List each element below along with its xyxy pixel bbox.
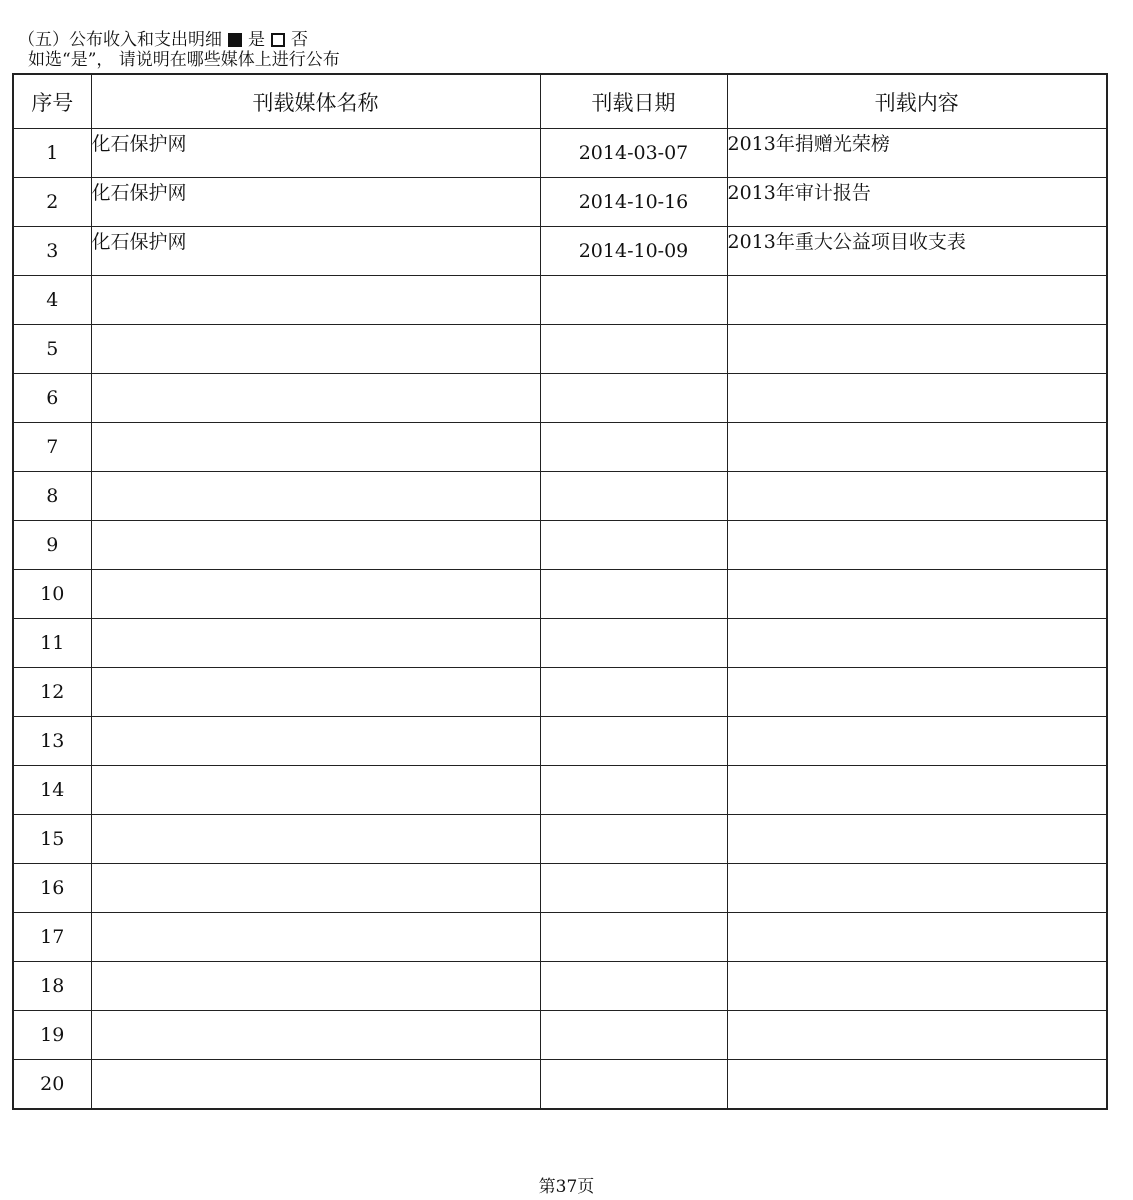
row-number-cell: 4 xyxy=(13,276,91,325)
publish-content-cell xyxy=(727,913,1107,962)
table-row xyxy=(13,864,1107,913)
publish-content-cell xyxy=(727,766,1107,815)
table-row xyxy=(13,178,1107,227)
publish-date-cell xyxy=(540,815,727,864)
publish-date-cell xyxy=(540,864,727,913)
media-name-cell xyxy=(91,325,540,374)
publish-date-cell xyxy=(540,423,727,472)
media-name-cell: 化石保护网 xyxy=(91,227,540,276)
media-name-cell xyxy=(91,276,540,325)
publish-content-cell: 2013年捐赠光荣榜 xyxy=(727,129,1107,178)
publish-content-cell xyxy=(727,962,1107,1011)
publish-date-cell xyxy=(540,717,727,766)
publish-content-cell xyxy=(727,276,1107,325)
media-name-cell xyxy=(91,962,540,1011)
table-row xyxy=(13,668,1107,717)
media-name-cell xyxy=(91,913,540,962)
table-header-row xyxy=(13,74,1107,129)
media-name-cell: 化石保护网 xyxy=(91,178,540,227)
row-number-cell: 12 xyxy=(13,668,91,717)
row-number-cell: 5 xyxy=(13,325,91,374)
table-row xyxy=(13,129,1107,178)
publish-content-cell xyxy=(727,864,1107,913)
row-number-cell: 9 xyxy=(13,521,91,570)
row-number-cell: 7 xyxy=(13,423,91,472)
row-number-cell: 15 xyxy=(13,815,91,864)
table-row xyxy=(13,766,1107,815)
table-row xyxy=(13,717,1107,766)
publish-content-cell xyxy=(727,423,1107,472)
publish-date-cell xyxy=(540,374,727,423)
row-number-cell: 13 xyxy=(13,717,91,766)
media-name-cell xyxy=(91,668,540,717)
media-name-cell xyxy=(91,619,540,668)
row-number-cell: 8 xyxy=(13,472,91,521)
media-name-cell xyxy=(91,423,540,472)
page-number: 第37页 xyxy=(538,1177,595,1197)
section-title: （五）公布收入和支出明细 xyxy=(18,30,222,50)
publish-content-cell xyxy=(727,815,1107,864)
row-number-cell: 6 xyxy=(13,374,91,423)
publish-date-cell: 2014-10-16 xyxy=(540,178,727,227)
row-number-cell: 18 xyxy=(13,962,91,1011)
no-label: 否 xyxy=(291,30,308,50)
table-row xyxy=(13,374,1107,423)
row-number-cell: 2 xyxy=(13,178,91,227)
table-row xyxy=(13,276,1107,325)
publish-date-cell xyxy=(540,913,727,962)
publish-date-cell xyxy=(540,1060,727,1110)
column-header-content: 刊载内容 xyxy=(727,74,1107,129)
row-number-cell: 19 xyxy=(13,1011,91,1060)
table-row xyxy=(13,423,1107,472)
row-number-cell: 10 xyxy=(13,570,91,619)
publish-content-cell xyxy=(727,521,1107,570)
media-name-cell: 化石保护网 xyxy=(91,129,540,178)
row-number-cell: 14 xyxy=(13,766,91,815)
publish-content-cell xyxy=(727,1011,1107,1060)
publish-content-cell xyxy=(727,325,1107,374)
publish-content-cell xyxy=(727,1060,1107,1110)
media-name-cell xyxy=(91,570,540,619)
media-name-cell xyxy=(91,472,540,521)
row-number-cell: 3 xyxy=(13,227,91,276)
media-name-cell xyxy=(91,717,540,766)
table-row xyxy=(13,570,1107,619)
no-checkbox-unchecked[interactable] xyxy=(271,33,285,47)
publish-date-cell xyxy=(540,472,727,521)
media-name-cell xyxy=(91,521,540,570)
publish-date-cell xyxy=(540,521,727,570)
yes-label: 是 xyxy=(248,30,265,50)
publish-date-cell xyxy=(540,325,727,374)
media-name-cell xyxy=(91,815,540,864)
row-number-cell: 11 xyxy=(13,619,91,668)
publish-option-line xyxy=(18,30,340,50)
publish-date-cell xyxy=(540,619,727,668)
table-row xyxy=(13,227,1107,276)
table-row xyxy=(13,913,1107,962)
publish-content-cell: 2013年审计报告 xyxy=(727,178,1107,227)
table-row xyxy=(13,472,1107,521)
media-name-cell xyxy=(91,864,540,913)
section-header xyxy=(18,30,340,70)
publish-content-cell xyxy=(727,472,1107,521)
row-number-cell: 16 xyxy=(13,864,91,913)
instruction-text: 如选“是”， 请说明在哪些媒体上进行公布 xyxy=(28,50,340,70)
column-header-date: 刊载日期 xyxy=(540,74,727,129)
publish-date-cell: 2014-10-09 xyxy=(540,227,727,276)
publish-content-cell xyxy=(727,570,1107,619)
publish-content-cell xyxy=(727,717,1107,766)
publish-date-cell xyxy=(540,276,727,325)
table-row xyxy=(13,325,1107,374)
media-name-cell xyxy=(91,374,540,423)
table-row xyxy=(13,521,1107,570)
row-number-cell: 1 xyxy=(13,129,91,178)
publish-content-cell: 2013年重大公益项目收支表 xyxy=(727,227,1107,276)
publish-content-cell xyxy=(727,668,1107,717)
table-row xyxy=(13,1011,1107,1060)
table-row xyxy=(13,619,1107,668)
column-header-no: 序号 xyxy=(13,74,91,129)
row-number-cell: 20 xyxy=(13,1060,91,1110)
publish-date-cell xyxy=(540,570,727,619)
publish-date-cell xyxy=(540,766,727,815)
media-name-cell xyxy=(91,766,540,815)
media-disclosure-table xyxy=(12,73,1108,1110)
column-header-media: 刊载媒体名称 xyxy=(91,74,540,129)
publish-date-cell xyxy=(540,962,727,1011)
publish-date-cell xyxy=(540,668,727,717)
yes-checkbox-checked[interactable] xyxy=(228,33,242,47)
media-name-cell xyxy=(91,1011,540,1060)
table-row xyxy=(13,962,1107,1011)
publish-content-cell xyxy=(727,374,1107,423)
publish-date-cell: 2014-03-07 xyxy=(540,129,727,178)
row-number-cell: 17 xyxy=(13,913,91,962)
publish-content-cell xyxy=(727,619,1107,668)
publish-date-cell xyxy=(540,1011,727,1060)
table-row xyxy=(13,1060,1107,1110)
media-name-cell xyxy=(91,1060,540,1110)
table-row xyxy=(13,815,1107,864)
